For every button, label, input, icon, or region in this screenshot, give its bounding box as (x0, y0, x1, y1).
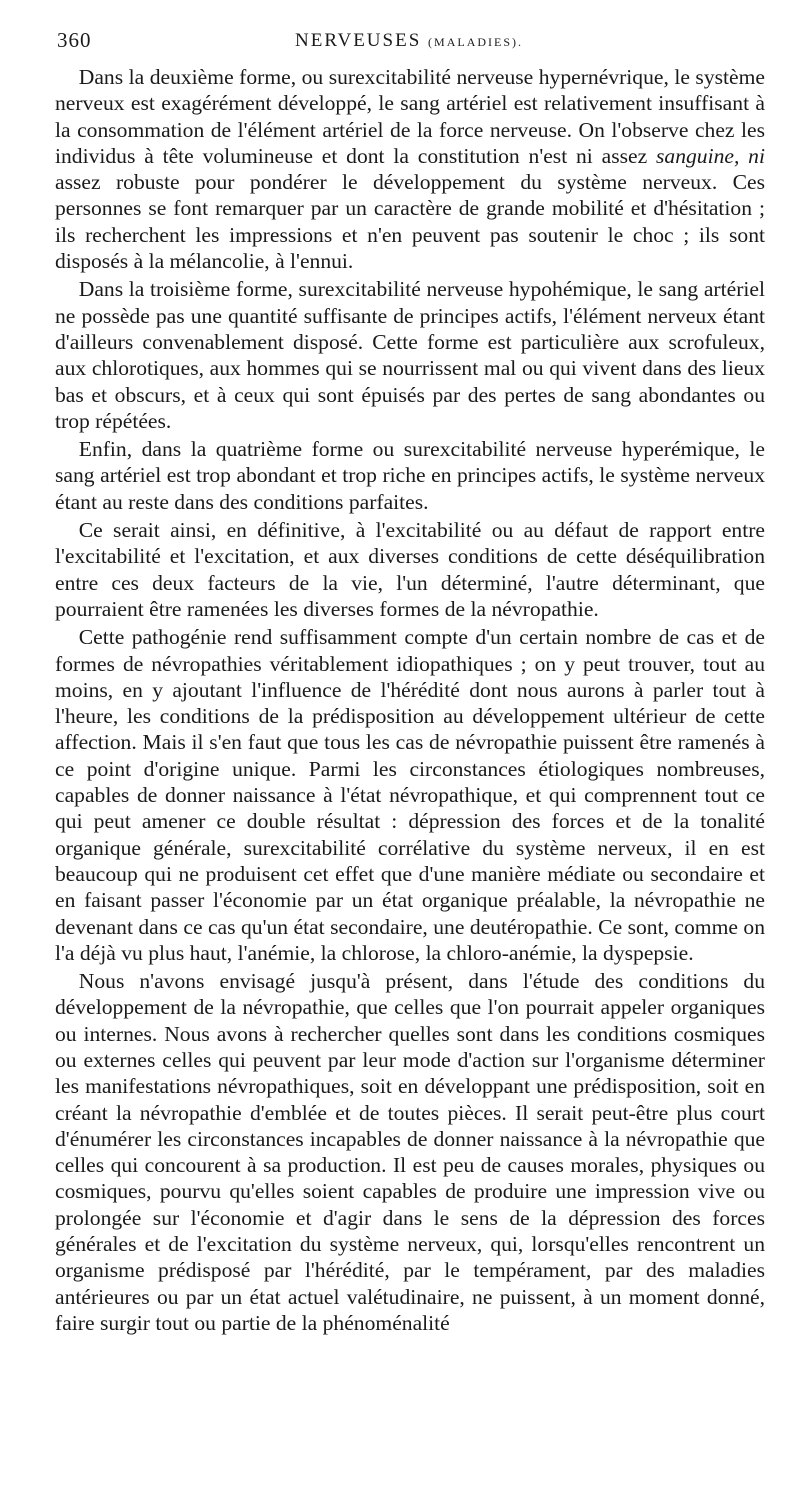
book-page (55, 28, 765, 1338)
paragraph-deuxieme-forme (55, 64, 765, 274)
page-header (55, 28, 765, 64)
running-head-subtitle: (MALADIES). (428, 35, 524, 49)
paragraph-text: Dans la deuxième forme, ou surexcitabilité nerveuse hypernévrique, le système nerveux est exagérément développé, le sang artériel est relativement insuffisant à la consommation de l'élément artériel de la force nerveuse. On l'observe chez les individus à tête volumineuse et dont la constitution n'est ni assez (55, 65, 765, 168)
body-text (55, 64, 765, 1336)
paragraph-troisieme-forme: Dans la troisième forme, surexcitabilité nerveuse hypohémique, le sang artériel ne possède pas une quantité suffisante de principes actifs, l'élément nerveux étant d'ailleurs convenablement disposé. Cette forme est particulière aux scrofuleux, aux chlorotiques, aux hommes qui se nourrissent mal ou qui vivent dans des lieux bas et obscurs, et à ceux qui sont épuisés par des pertes de sang abondantes ou trop répétées. (55, 277, 765, 433)
running-head-title: NERVEUSES (295, 30, 422, 51)
paragraph-pathogenie: Cette pathogénie rend suffisamment compte d'un certain nombre de cas et de formes de névropathies véritablement idiopathiques ; on y peut trouver, tout au moins, en y ajoutant l'influence de l'hérédité dont nous aurons à parler tout à l'heure, les conditions de la prédisposition au développement ultérieur de cette affection. Mais il s'en faut que tous les cas de névropathie puissent être ramenés à ce point d'origine unique. Parmi les circonstances étiologiques nombreuses, capables de donner naissance à l'état névropathique, et qui comprennent tout ce qui peut amener ce double résultat : dépression des forces et de la tonalité organique générale, surexcitabilité corrélative du système nerveux, il en est beaucoup qui ne produisent cet effet que d'une manière médiate ou secondaire et en faisant passer l'économie par un état organique préalable, la névropathie ne devenant dans ce cas qu'un état secondaire, une deutéropathie. Ce sont, comme on l'a déjà vu plus haut, l'anémie, la chlorose, la chloro-anémie, la dyspepsie. (55, 625, 765, 965)
running-head (295, 30, 523, 52)
paragraph-conditions-cosmiques: Nous n'avons envisagé jusqu'à présent, dans l'étude des conditions du développement de la névropathie, que celles que l'on pourrait appeler organiques ou internes. Nous avons à rechercher quelles sont dans les conditions cosmiques ou externes celles qui peuvent par leur mode d'action sur l'organisme déterminer les manifestations névropathiques, soit en développant une prédisposition, soit en créant la névropathie d'emblée et de toutes pièces. Il serait peut-être plus court d'énumérer les circonstances incapables de donner naissance à la névropathie que celles qui concourent à sa production. Il est peu de causes morales, physiques ou cosmiques, pourvu qu'elles soient capables de produire une impression vive ou prolongée sur l'économie et d'agir dans le sens de la dépression des forces générales et de l'excitation du système nerveux, qui, lorsqu'elles rencontrent un organisme prédisposé par l'hérédité, par le tempérament, par des maladies antérieures ou par un état actuel valétudinaire, ne puissent, à un moment donné, faire surgir tout ou partie de la phénoménalité (55, 969, 765, 1335)
paragraph-text: assez robuste pour pondérer le développement du système nerveux. Ces personnes se font remarquer par un caractère de grande mobilité et d'hésitation ; ils recherchent les impressions et n'en peuvent pas soutenir le choc ; ils sont disposés à la mélancolie, à l'ennui. (55, 170, 765, 274)
paragraph-definitive: Ce serait ainsi, en définitive, à l'excitabilité ou au défaut de rapport entre l'excitabilité et l'excitation, et aux diverses conditions de cette déséquilibration entre ces deux facteurs de la vie, l'un déterminé, l'autre déterminant, que pourraient être ramenées les diverses formes de la névropathie. (55, 518, 765, 621)
page-number: 360 (57, 28, 92, 52)
paragraph-quatrieme-forme: Enfin, dans la quatrième forme ou surexcitabilité nerveuse hyperémique, le sang artériel est trop abondant et trop riche en principes actifs, le système nerveux étant au reste dans des conditions parfaites. (55, 437, 765, 514)
italic-text: sanguine, ni (656, 143, 765, 168)
